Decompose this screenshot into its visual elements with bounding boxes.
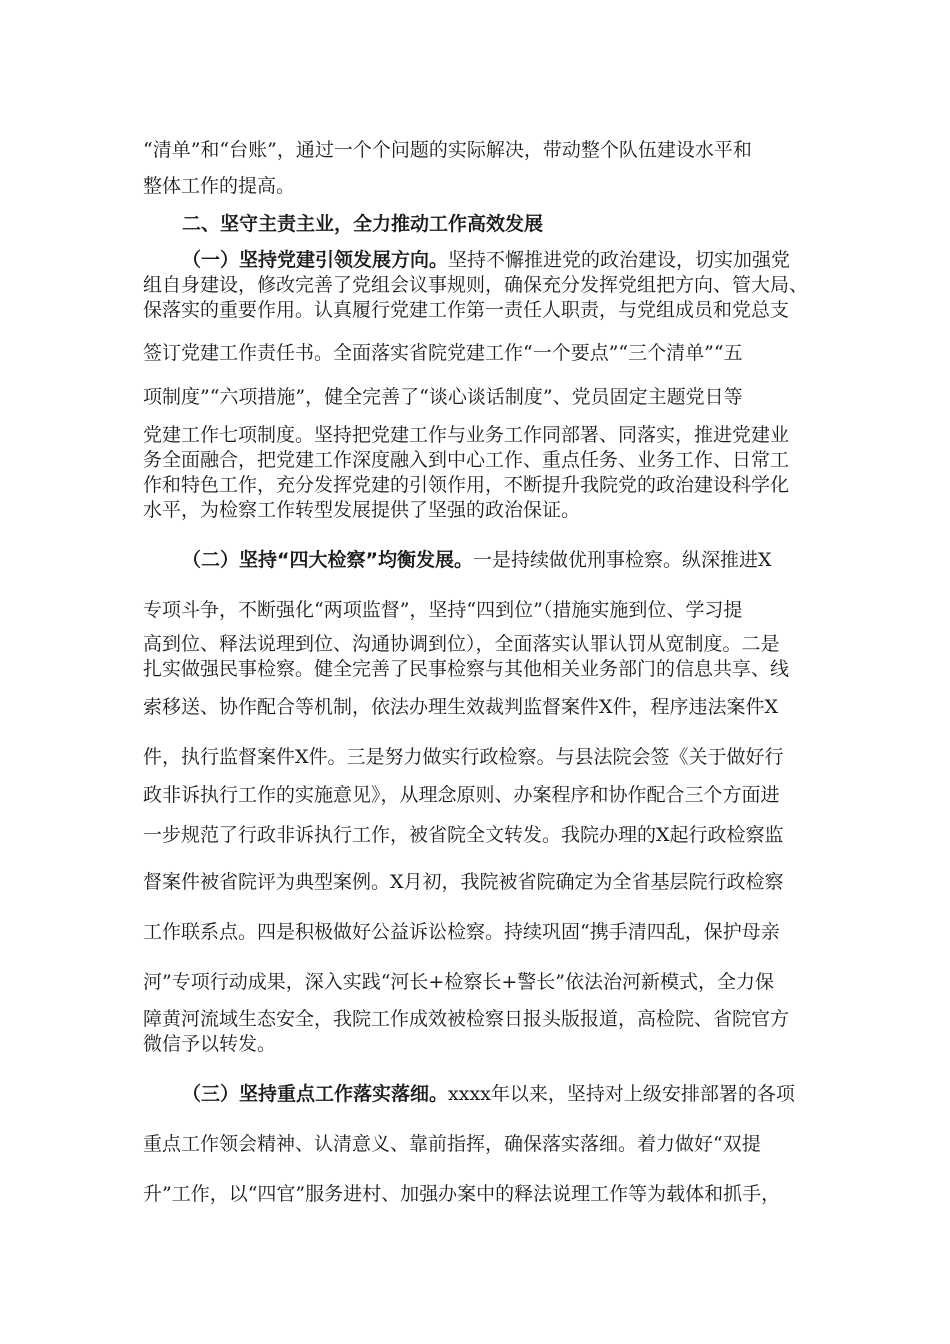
paragraph-line: 升”工作，以“四官”服务进村、加强办案中的释法说理工作等为载体和抓手，	[143, 1183, 781, 1205]
subsection-title: （二）坚持“四大检察”均衡发展。	[182, 549, 473, 571]
paragraph-line: 作和特色工作，充分发挥党建的引领作用，不断提升我院党的政治建设科学化	[143, 474, 790, 496]
paragraph-line: 整体工作的提高。	[143, 175, 296, 197]
paragraph-line: 督案件被省院评为典型案例。X月初，我院被省院确定为全省基层院行政检察	[143, 871, 784, 893]
paragraph-line: 政非诉执行工作的实施意见》，从理念原则、办案程序和协作配合三个方面进	[143, 784, 780, 806]
paragraph-line: 重点工作领会精神、认清意义、靠前指挥，确保落实落细。着力做好“双提	[143, 1133, 761, 1155]
paragraph-text: 一是持续做优刑事检察。纵深推进X	[472, 549, 772, 571]
paragraph-line	[182, 1081, 811, 1107]
subsection-title: （三）坚持重点工作落实落细。	[182, 1083, 449, 1105]
paragraph-line: 务全面融合，把党建工作深度融入到中心工作、重点任务、业务工作、日常工	[143, 449, 790, 471]
paragraph-line: 保落实的重要作用。认真履行党建工作第一责任人职责，与党组成员和党总支	[143, 299, 790, 321]
section-heading: 二、坚守主责主业，全力推动工作高效发展	[182, 213, 544, 235]
paragraph-text: xxxx年以来，坚持对上级安排部署的各项	[448, 1083, 795, 1105]
paragraph-line: 项制度”“六项措施”，健全完善了“谈心谈话制度”、党员固定主题党日等	[143, 386, 743, 408]
paragraph-line: 组自身建设，修改完善了党组会议事规则，确保充分发挥党组把方向、管大局、	[143, 274, 809, 296]
paragraph-line: 索移送、协作配合等机制，依法办理生效裁判监督案件X件，程序违法案件X	[143, 696, 779, 718]
paragraph-line: 签订党建工作责任书。全面落实省院党建工作“一个要点”“三个清单”“五	[143, 342, 743, 364]
paragraph-line: 件，执行监督案件X件。三是努力做实行政检察。与县法院会签《关于做好行	[143, 746, 784, 768]
paragraph-line: 一步规范了行政非诉执行工作，被省院全文转发。我院办理的X起行政检察监	[143, 824, 784, 846]
paragraph-line: 专项斗争，不断强化“两项监督”，坚持“四到位”（措施实施到位、学习提	[143, 599, 743, 621]
paragraph-line: 党建工作七项制度。坚持把党建工作与业务工作同部署、同落实，推进党建业	[143, 424, 790, 446]
paragraph-line	[182, 547, 811, 573]
paragraph-line: 河”专项行动成果，深入实践“河长+检察长+警长”依法治河新模式，全力保	[143, 971, 774, 993]
paragraph-line: 工作联系点。四是积极做好公益诉讼检察。持续巩固“携手清四乱，保护母亲	[143, 921, 780, 943]
paragraph-line: 微信予以转发。	[143, 1033, 277, 1055]
paragraph-line: 障黄河流域生态安全，我院工作成效被检察日报头版报道，高检院、省院官方	[143, 1008, 790, 1030]
subsection-title: （一）坚持党建引领发展方向。	[182, 249, 449, 271]
paragraph-line: 水平，为检察工作转型发展提供了坚强的政治保证。	[143, 499, 581, 521]
paragraph-line: “清单”和“台账”，通过一个个问题的实际解决，带动整个队伍建设水平和	[143, 139, 752, 161]
paragraph-line: 扎实做强民事检察。健全完善了民事检察与其他相关业务部门的信息共享、线	[143, 658, 790, 680]
paragraph-line	[182, 247, 811, 273]
paragraph-text: 坚持不懈推进党的政治建设，切实加强党	[448, 249, 791, 271]
paragraph-line: 高到位、释法说理到位、沟通协调到位），全面落实认罪认罚从宽制度。二是	[143, 633, 780, 655]
